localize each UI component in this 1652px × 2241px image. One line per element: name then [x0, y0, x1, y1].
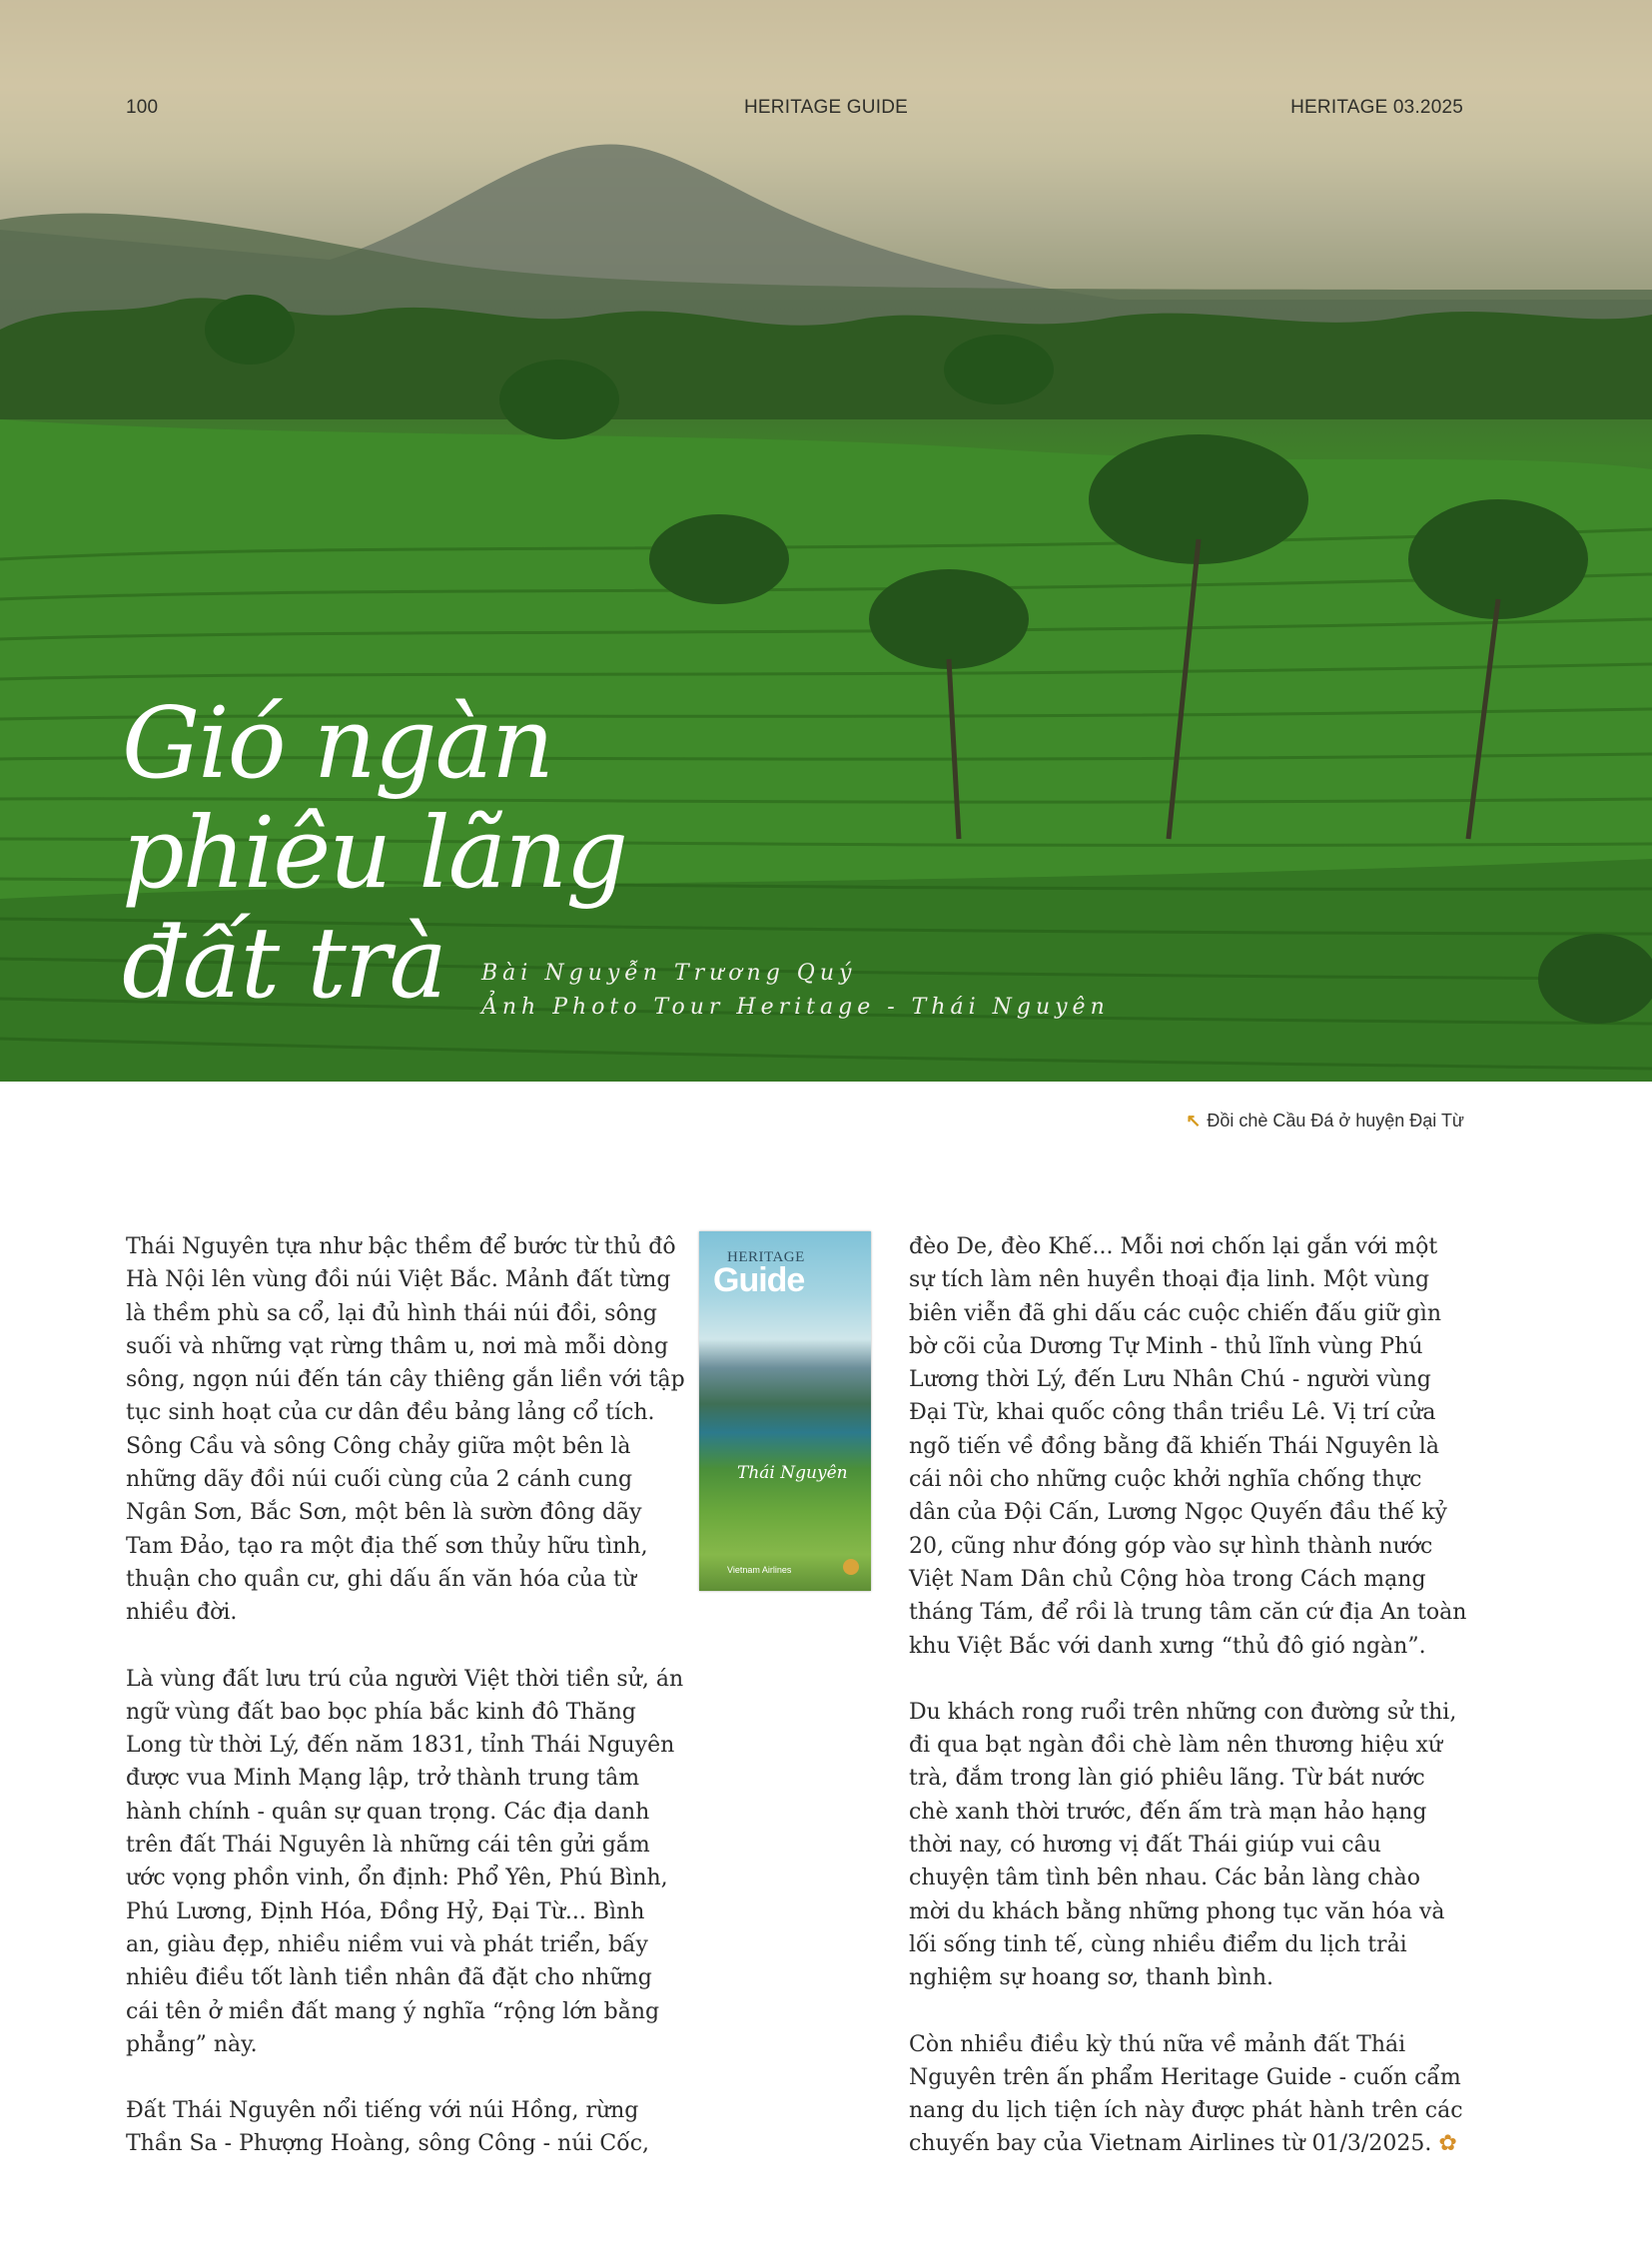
paragraph: đèo De, đèo Khế... Mỗi nơi chốn lại gắn với một sự tích làm nên huyền thoại địa linh. Một vùng biên viễn đã ghi dấu các cuộc chiến đấu giữ gìn bờ cõi của Dương Tự Minh - thủ lĩnh vùng Phú Lương thời Lý, đến Lưu Nhân Chú - người vùng Đại Từ, khai quốc công thần triều Lê. Vị trí cửa ngõ tiến về đồng bằng đã khiến Thái Nguyên là cái nôi cho những cuộc khởi nghĩa chống thực dân của Đội Cấn, Lương Ngọc Quyến đầu thế kỷ 20, cũng như đóng góp vào sự hình thành nước Việt Nam Dân chủ Cộng hòa trong Cách mạng tháng Tám, để rồi là trung tâm căn cứ địa An toàn khu Việt Bắc với danh xưng “thủ đô gió ngàn”. [909, 1234, 1467, 1659]
paragraph: Du khách rong ruổi trên những con đường sử thi, đi qua bạt ngàn đồi chè làm nên thương hiệu xứ trà, đắm trong làn gió phiêu lãng. Từ bát nước chè xanh thời trước, đến ấm trà mạn hảo hạng thời nay, có hương vị đất Thái giúp vui câu chuyện tâm tình bên nhau. Các bản làng chào mời du khách bằng những phong tục văn hóa và lối sống tinh tế, cùng nhiều điểm du lịch trải nghiệm sự hoang sơ, thanh bình. [909, 1699, 1457, 1991]
cover-brand-top: HERITAGE [727, 1249, 805, 1265]
issue-label: HERITAGE 03.2025 [1290, 97, 1463, 118]
guide-cover-image [699, 1231, 871, 1591]
caption-text: Đồi chè Cầu Đá ở huyện Đại Từ [1207, 1111, 1464, 1130]
cover-airline: Vietnam Airlines [727, 1565, 792, 1575]
photo-caption [1186, 1111, 1464, 1131]
cover-brand-main: Guide [713, 1261, 805, 1299]
arrow-up-left-icon: ↖ [1186, 1111, 1202, 1130]
paragraph-text: Còn nhiều điều kỳ thú nữa về mảnh đất Thái Nguyên trên ấn phẩm Heritage Guide - cuốn cẩm nang du lịch tiện ích này được phát hành trên các chuyến bay của Vietnam Airlines từ 01/3/2025. [909, 2031, 1463, 2157]
lotus-end-icon: ✿ [1438, 2131, 1457, 2157]
byline-author: Bài Nguyễn Trương Quý [481, 961, 857, 986]
title-line: đất trà [122, 907, 445, 1021]
byline-photo: Ảnh Photo Tour Heritage - Thái Nguyên [481, 995, 1110, 1020]
byline [481, 957, 1110, 1025]
paragraph [909, 2028, 1468, 2161]
section-header: HERITAGE GUIDE [744, 97, 908, 118]
paragraph: Là vùng đất lưu trú của người Việt thời tiền sử, án ngữ vùng đất bao bọc phía bắc kinh đô Thăng Long từ thời Lý, đến năm 1831, tỉnh Thái Nguyên được vua Minh Mạng lập, trở thành trung tâm hành chính - quân sự quan trọng. Các địa danh trên đất Thái Nguyên là những cái tên gửi gắm ước vọng phồn vinh, ổn định: Phổ Yên, Phú Bình, Phú Lương, Định Hóa, Đồng Hỷ, Đại Từ... Bình an, giàu đẹp, nhiều niềm vui và phát triển, bấy nhiêu điều tốt lành tiền nhân đã đặt cho những cái tên ở miền đất mang ý nghĩa “rộng lớn bằng phẳng” này. [126, 1666, 684, 2057]
paragraph: Đất Thái Nguyên nổi tiếng với núi Hồng, rừng Thần Sa - Phượng Hoàng, sông Công - núi Cốc, [126, 2098, 650, 2157]
page-number: 100 [126, 97, 159, 118]
paragraph: Thái Nguyên tựa như bậc thềm để bước từ thủ đô Hà Nội lên vùng đồi núi Việt Bắc. Mảnh đất từng là thềm phù sa cổ, lại đủ hình thái núi đồi, sông suối và những vạt rừng thâm u, nơi mà mỗi dòng sông, ngọn núi đến tán cây thiêng gắn liền với tập tục sinh hoạt của cư dân đều bảng lảng cổ tích. Sông Cầu và sông Công chảy giữa một bên là những dãy đồi núi cuối cùng của 2 cánh cung Ngân Sơn, Bắc Sơn, một bên là sườn đông dãy Tam Đảo, tạo ra một địa thế sơn thủy hữu tình, thuận cho quần cư, ghi dấu ấn văn hóa của từ nhiều đời. [126, 1234, 685, 1626]
body-column-left [126, 1230, 685, 2194]
title-line: Gió ngàn [122, 687, 553, 801]
cover-badge [843, 1559, 859, 1575]
title-line: phiêu lãng [122, 797, 627, 911]
body-column-right [909, 1230, 1468, 2194]
cover-title: Thái Nguyên [737, 1463, 848, 1483]
